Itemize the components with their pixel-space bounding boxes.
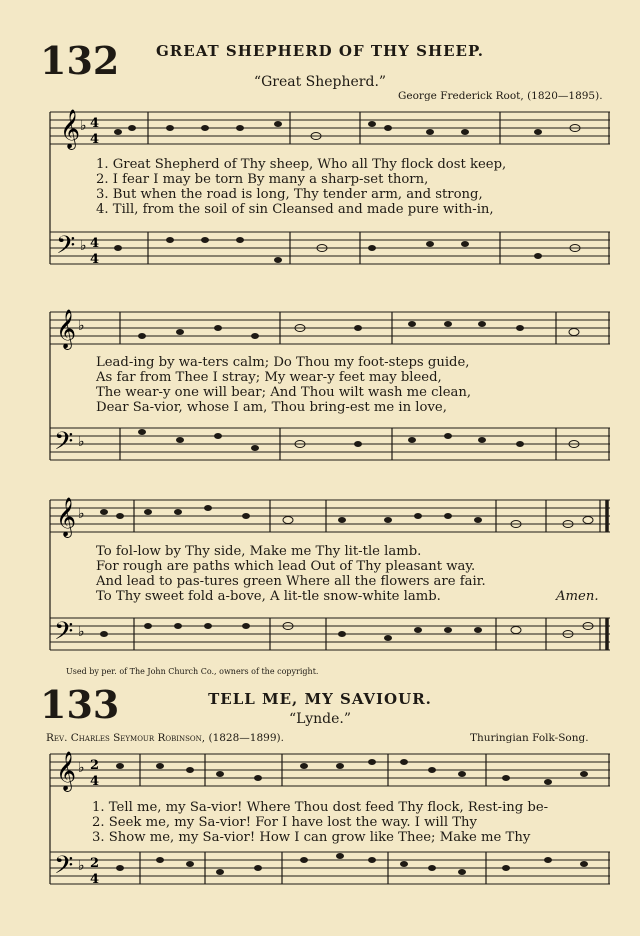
time-sig-top: 2 — [90, 758, 100, 773]
time-sig-bottom: 4 — [90, 252, 100, 267]
bass-clef-icon: 𝄢 — [54, 851, 74, 886]
hymn-133-author-dates: (1828—1899). — [208, 732, 284, 744]
hymn-133-number: 133 — [40, 682, 120, 727]
time-sig-bottom: 4 — [90, 774, 100, 789]
flat-key-icon: ♭ — [78, 434, 85, 450]
time-sig-top: 2 — [90, 856, 100, 871]
flat-key-icon: ♭ — [80, 118, 87, 134]
hymn-132-verse-1-line-2: Lead-ing by wa-ters calm; Do Thou my foot-steps guide, — [96, 355, 470, 370]
bass-clef-icon: 𝄢 — [56, 231, 76, 266]
hymn-132-verse-2-line-3: For rough are paths which lead Out of Thy pleasant way. — [96, 559, 476, 574]
flat-key-icon: ♭ — [78, 318, 85, 334]
bass-clef-icon: 𝄢 — [54, 617, 74, 652]
treble-clef-icon: 𝄞 — [60, 109, 81, 149]
hymn-132-verse-1-line-1: 1. Great Shepherd of Thy sheep, Who all Thy flock dost keep, — [96, 157, 507, 172]
flat-key-icon: ♭ — [80, 238, 87, 254]
flat-key-icon: ♭ — [78, 624, 85, 640]
hymn-133-verse-2-line-1: 2. Seek me, my Sa-vior! For I have lost the way. I will Thy — [92, 815, 477, 830]
hymn-132-verse-2-line-2: As far from Thee I stray; My wear-y feet may bleed, — [96, 370, 442, 385]
hymn-132-verse-4-line-3: To Thy sweet fold a-bove, A lit-tle snow-white lamb. — [96, 589, 441, 604]
hymn-132-copyright-note: Used by per. of The John Church Co., owners of the copyright. — [66, 667, 319, 676]
hymn-132-verse-3-line-1: 3. But when the road is long, Thy tender arm, and strong, — [96, 187, 483, 202]
hymn-132-verse-2-line-1: 2. I fear I may be torn By many a sharp-set thorn, — [96, 172, 429, 187]
time-sig-top: 4 — [90, 116, 100, 131]
hymn-133-composer: Thuringian Folk-Song. — [470, 732, 589, 744]
hymn-133-author-name: Rev. Charles Seymour Robinson, — [46, 732, 206, 744]
treble-clef-icon: 𝄞 — [56, 309, 77, 349]
flat-key-icon: ♭ — [78, 858, 85, 874]
hymn-132-verse-4-line-2: Dear Sa-vior, whose I am, Thou bring-est me in love, — [96, 400, 447, 415]
flat-key-icon: ♭ — [78, 506, 85, 522]
hymn-132-amen: Amen. — [556, 589, 599, 604]
hymn-132-tune-name: “Great Shepherd.” — [253, 74, 387, 90]
hymn-132-verse-4-line-1: 4. Till, from the soil of sin Cleansed and made pure with-in, — [96, 202, 494, 217]
flat-key-icon: ♭ — [78, 760, 85, 776]
time-sig-bottom: 4 — [90, 872, 100, 887]
hymn-133-verse-3-line-1: 3. Show me, my Sa-vior! How I can grow like Thee; Make me Thy — [92, 830, 531, 845]
hymn-132-composer: George Frederick Root, (1820—1895). — [398, 90, 603, 102]
treble-clef-icon: 𝄞 — [56, 751, 77, 791]
hymn-132-verse-1-line-3: To fol-low by Thy side, Make me Thy lit-tle lamb. — [96, 544, 422, 559]
hymn-133-title: TELL ME, MY SAVIOUR. — [208, 690, 432, 708]
hymn-132-verse-3-line-3: And lead to pas-tures green Where all the flowers are fair. — [96, 574, 486, 589]
hymn-132-number: 132 — [40, 38, 120, 83]
hymn-133-tune-name: “Lynde.” — [289, 711, 351, 727]
treble-clef-icon: 𝄞 — [56, 497, 77, 537]
time-sig-bottom: 4 — [90, 132, 100, 147]
hymn-133-verse-1-line-1: 1. Tell me, my Sa-vior! Where Thou dost feed Thy flock, Rest-ing be- — [92, 800, 549, 815]
hymn-132-title: GREAT SHEPHERD OF THY SHEEP. — [155, 42, 485, 60]
bass-clef-icon: 𝄢 — [54, 427, 74, 462]
hymn-132-verse-3-line-2: The wear-y one will bear; And Thou wilt wash me clean, — [96, 385, 472, 400]
time-sig-top: 4 — [90, 236, 100, 251]
